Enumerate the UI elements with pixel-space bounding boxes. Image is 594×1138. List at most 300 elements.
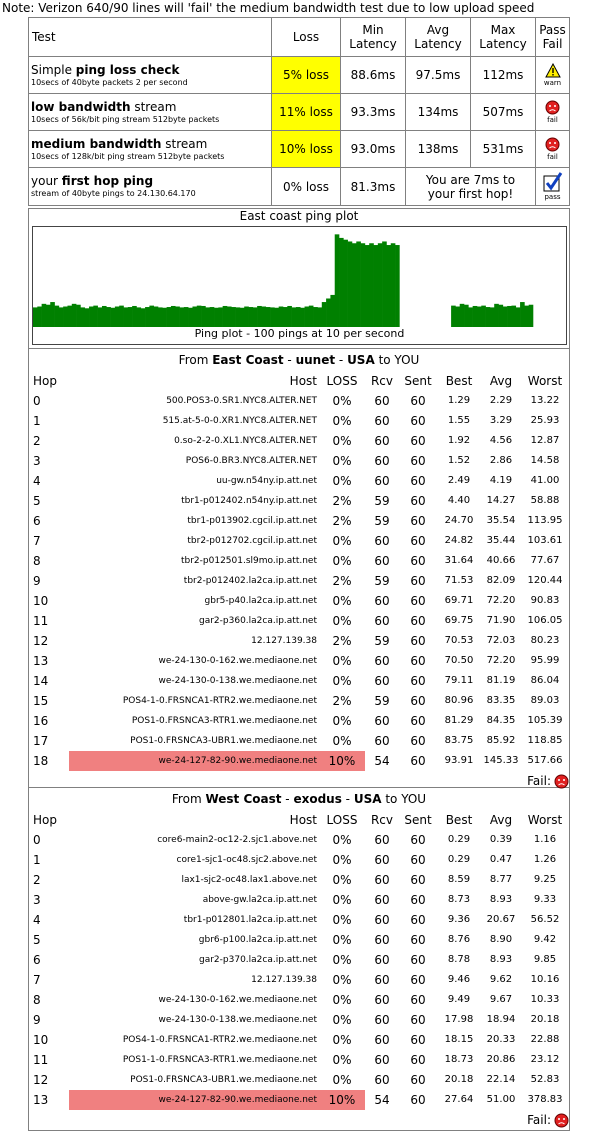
hop-sent: 60: [410, 574, 426, 588]
hop-host: tbr2-p012702.cgcil.ip.att.net: [187, 536, 317, 546]
ping-bar: [63, 307, 68, 327]
pass-fail-label: fail: [547, 153, 558, 161]
plot-title: East coast ping plot: [239, 209, 359, 223]
hop-best: 9.49: [447, 994, 471, 1005]
hop-host: POS6-0.BR3.NYC8.ALTER.NET: [185, 456, 317, 466]
ping-bar: [128, 307, 133, 327]
col-min-latency: Min Latency: [341, 18, 406, 57]
test-max: 112ms: [471, 57, 536, 94]
hop-best: 18.15: [444, 1034, 474, 1045]
ping-bar: [55, 306, 60, 327]
hop-loss: 0%: [332, 853, 352, 867]
hop-row: [29, 471, 569, 491]
hop-rcv: 60: [374, 534, 390, 548]
hop-rcv: 60: [374, 394, 390, 408]
hop-avg: 8.93: [489, 954, 513, 965]
hop-host: POS4-1-0.FRSNCA1-RTR2.we.mediaone.net: [122, 1035, 317, 1045]
title-net: exodus: [293, 792, 342, 806]
hop-loss: 0%: [332, 394, 352, 408]
title-sep2: -: [341, 792, 354, 806]
hop-rcv: 59: [374, 514, 390, 528]
ping-bar: [330, 295, 335, 327]
hop-hop: 6: [33, 514, 41, 528]
hop-hop: 10: [33, 594, 49, 608]
hop-worst: 9.33: [533, 894, 557, 905]
hop-row: [29, 671, 569, 691]
col-max-latency: Max Latency: [471, 18, 536, 57]
col-rcv: Rcv: [370, 374, 394, 388]
col-hop: Hop: [33, 374, 57, 388]
hop-best: 0.29: [447, 854, 471, 865]
hop-avg: 18.94: [486, 1014, 516, 1025]
ping-bar: [499, 305, 504, 327]
hop-sent: 60: [410, 1053, 426, 1067]
hop-hop: 13: [33, 1093, 49, 1107]
hop-row: [29, 531, 569, 551]
hop-sent: 60: [410, 494, 426, 508]
hops-header-row: [29, 371, 569, 391]
hop-rcv: 60: [374, 993, 390, 1007]
hop-avg: 84.35: [486, 715, 516, 726]
col-loss: LOSS: [326, 813, 358, 827]
hop-worst: 113.95: [527, 515, 563, 526]
hop-avg: 8.93: [489, 894, 513, 905]
ping-bar: [296, 307, 301, 327]
hop-row: [29, 870, 569, 890]
hop-worst: 22.88: [530, 1034, 560, 1045]
hop-host: tbr1-p012801.la2ca.ip.att.net: [183, 915, 317, 925]
hop-host: 500.POS3-0.SR1.NYC8.ALTER.NET: [166, 396, 317, 406]
hop-worst: 13.22: [530, 395, 560, 406]
hop-loss: 2%: [332, 494, 352, 508]
col-hop: Hop: [33, 813, 57, 827]
hop-hop: 0: [33, 833, 41, 847]
title-site: East Coast: [212, 353, 284, 367]
hop-rcv: 60: [374, 933, 390, 947]
ping-plot: [32, 226, 567, 345]
hop-hop: 3: [33, 893, 41, 907]
hop-hop: 2: [33, 434, 41, 448]
title-sep: -: [281, 792, 294, 806]
hop-row: [29, 990, 569, 1010]
hop-rcv: 60: [374, 654, 390, 668]
hop-host: gbr5-p40.la2ca.ip.att.net: [204, 596, 317, 606]
hop-sent: 60: [410, 873, 426, 887]
ping-bar: [197, 306, 202, 327]
hop-sent: 60: [410, 394, 426, 408]
ping-bar: [516, 307, 521, 327]
ping-bar: [132, 306, 137, 327]
ping-bar: [348, 241, 353, 327]
hop-row: [29, 731, 569, 751]
hop-avg: 81.19: [486, 675, 516, 686]
hop-worst: 56.52: [530, 914, 560, 925]
hop-loss: 0%: [332, 414, 352, 428]
ping-bar: [149, 306, 154, 327]
col-best: Best: [445, 813, 473, 827]
ping-bar: [490, 307, 495, 327]
ping-bar: [356, 241, 361, 327]
hop-rcv: 59: [374, 634, 390, 648]
hop-rcv: 60: [374, 893, 390, 907]
ping-bar: [292, 307, 297, 327]
ping-bar: [374, 245, 379, 327]
hop-sent: 60: [410, 614, 426, 628]
hop-sent: 60: [410, 853, 426, 867]
fail-label: Fail:: [527, 1113, 551, 1127]
ping-bar: [180, 307, 185, 327]
ping-bar: [240, 308, 245, 327]
ping-bar: [223, 306, 228, 327]
test-name-suffix: stream: [161, 136, 208, 151]
ping-bar: [102, 306, 107, 327]
hop-row: [29, 890, 569, 910]
hop-loss: 0%: [332, 614, 352, 628]
hop-avg: 4.56: [489, 435, 513, 446]
hop-best: 81.29: [444, 715, 474, 726]
col-sent: Sent: [404, 374, 432, 388]
ping-bar: [171, 306, 176, 327]
hop-rcv: 60: [374, 973, 390, 987]
ping-bar: [214, 308, 219, 327]
title-from: From: [171, 792, 206, 806]
col-worst: Worst: [527, 813, 563, 827]
col-worst: Worst: [527, 374, 563, 388]
ping-bar: [106, 307, 111, 327]
hop-avg: 72.20: [486, 595, 516, 606]
ping-bar: [46, 305, 51, 327]
hop-loss: 0%: [332, 953, 352, 967]
hop-host: tbr2-p012501.sl9mo.ip.att.net: [180, 556, 317, 566]
hop-worst: 25.93: [530, 415, 560, 426]
hop-rcv: 59: [374, 494, 390, 508]
hop-sent: 60: [410, 973, 426, 987]
hop-host: POS4-1-0.FRSNCA1-RTR2.we.mediaone.net: [122, 696, 317, 706]
hop-host: gar2-p370.la2ca.ip.att.net: [199, 955, 317, 965]
ping-bar: [141, 308, 146, 327]
test-desc: 10secs of 128k/bit ping stream 512byte packets: [31, 151, 225, 161]
hop-best: 27.64: [444, 1094, 474, 1105]
hop-hop: 9: [33, 1013, 41, 1027]
ping-bar: [249, 307, 254, 327]
hop-sent: 60: [410, 454, 426, 468]
hop-best: 8.73: [447, 894, 471, 905]
title-country: USA: [353, 792, 382, 806]
hop-sent: 60: [410, 654, 426, 668]
ping-bar: [287, 306, 292, 327]
ping-bar: [115, 307, 120, 327]
test-pass-fail: [536, 57, 570, 94]
hop-row: [29, 631, 569, 651]
ping-bar: [201, 306, 206, 327]
test-name-bold: ping loss check: [75, 62, 180, 77]
hop-loss: 0%: [332, 933, 352, 947]
hop-host: POS1-0.FRSNCA3-RTR1.we.mediaone.net: [131, 716, 317, 726]
ping-bar: [50, 302, 55, 327]
hop-best: 9.46: [447, 974, 471, 985]
hop-worst: 1.16: [533, 834, 557, 845]
hop-row: [29, 691, 569, 711]
test-row-medium-bandwidth: [29, 131, 570, 168]
ping-bar: [464, 305, 469, 327]
ping-bar: [365, 245, 370, 327]
fail-icon: [545, 137, 560, 152]
hop-avg: 14.27: [486, 495, 516, 506]
hop-worst: 23.12: [530, 1054, 560, 1065]
hop-worst: 41.00: [530, 475, 560, 486]
hop-rcv: 60: [374, 853, 390, 867]
hop-loss: 0%: [332, 714, 352, 728]
hop-hop: 7: [33, 973, 41, 987]
hop-hop: 6: [33, 953, 41, 967]
hop-best: 24.70: [444, 515, 474, 526]
hop-avg: 72.20: [486, 655, 516, 666]
hop-worst: 58.88: [530, 495, 560, 506]
east-coast-title: [29, 349, 569, 371]
hop-sent: 60: [410, 1073, 426, 1087]
hop-rcv: 60: [374, 554, 390, 568]
hop-avg: 71.90: [486, 615, 516, 626]
hop-sent: 60: [410, 594, 426, 608]
ping-bar: [361, 243, 366, 327]
title-from: From: [178, 353, 213, 367]
ping-bar: [270, 307, 275, 327]
test-avg: 134ms: [406, 94, 471, 131]
hop-host: lax1-sjc2-oc48.lax1.above.net: [181, 875, 317, 885]
hop-host: we-24-127-82-90.we.mediaone.net: [69, 751, 319, 771]
ping-bar: [266, 307, 271, 327]
hop-best: 79.11: [444, 675, 474, 686]
hop-sent: 60: [410, 414, 426, 428]
hop-loss: 0%: [332, 913, 352, 927]
hop-row: [29, 910, 569, 930]
hop-host: we-24-127-82-90.we.mediaone.net: [69, 1090, 319, 1110]
hop-best: 1.29: [447, 395, 471, 406]
hop-sent: 60: [410, 734, 426, 748]
hop-avg: 20.33: [486, 1034, 516, 1045]
ping-bar: [343, 240, 348, 327]
hop-loss: 0%: [332, 1013, 352, 1027]
hop-host: POS1-0.FRSNCA3-UBR1.we.mediaone.net: [130, 736, 317, 746]
hop-avg: 2.86: [489, 455, 513, 466]
test-min: 81.3ms: [341, 168, 406, 206]
hop-best: 18.73: [444, 1054, 474, 1065]
hop-worst: 12.87: [530, 435, 560, 446]
hop-hop: 5: [33, 494, 41, 508]
hop-sent: 60: [410, 754, 426, 768]
hop-row: [29, 830, 569, 850]
title-country: USA: [347, 353, 375, 367]
ping-bar: [59, 307, 64, 327]
ping-bar: [322, 302, 327, 327]
test-loss: 11% loss: [272, 94, 341, 131]
ping-bar: [317, 307, 322, 327]
ping-bar: [167, 307, 172, 327]
hop-avg: 35.44: [486, 535, 516, 546]
ping-bar: [503, 307, 508, 327]
hop-avg: 8.77: [489, 874, 513, 885]
hop-loss: 2%: [332, 514, 352, 528]
title-sep2: -: [335, 353, 348, 367]
hop-row: [29, 611, 569, 631]
hop-rcv: 60: [374, 674, 390, 688]
col-avg: Avg: [489, 813, 513, 827]
hop-hop: 15: [33, 694, 49, 708]
hop-avg: 83.35: [486, 695, 516, 706]
ping-bar: [261, 307, 266, 327]
ping-bar: [192, 307, 197, 327]
ping-bar: [494, 304, 499, 327]
hop-loss: 0%: [332, 973, 352, 987]
ping-bar: [111, 308, 116, 327]
hop-loss: 0%: [332, 554, 352, 568]
hop-worst: 120.44: [527, 575, 563, 586]
ping-bar: [76, 305, 81, 327]
hop-best: 4.40: [447, 495, 471, 506]
hop-worst: 20.18: [530, 1014, 560, 1025]
hop-avg: 4.19: [489, 475, 513, 486]
ping-bar: [218, 307, 223, 327]
hop-loss: 0%: [332, 454, 352, 468]
hop-host: POS1-1-0.FRSNCA3-RTR1.we.mediaone.net: [122, 1055, 317, 1065]
hop-sent: 60: [410, 1093, 426, 1107]
hop-rcv: 60: [374, 414, 390, 428]
col-test: Test: [29, 18, 272, 57]
hop-best: 17.98: [444, 1014, 474, 1025]
ping-bar: [391, 243, 396, 327]
hop-sent: 60: [410, 953, 426, 967]
col-host: Host: [289, 374, 317, 388]
test-name: [29, 168, 272, 206]
hop-worst: 10.33: [530, 994, 560, 1005]
ping-bar: [305, 307, 310, 327]
ping-bar: [313, 307, 318, 327]
hop-best: 83.75: [444, 735, 474, 746]
ping-bar: [244, 307, 249, 327]
hop-host: 12.127.139.38: [251, 975, 317, 985]
test-min: 93.0ms: [341, 131, 406, 168]
hop-loss: 0%: [332, 434, 352, 448]
ping-bar: [529, 305, 534, 327]
hop-avg: 2.29: [489, 395, 513, 406]
hop-best: 8.59: [447, 874, 471, 885]
hop-worst: 118.85: [527, 735, 563, 746]
hop-sent: 60: [410, 554, 426, 568]
hop-rcv: 60: [374, 454, 390, 468]
hop-worst: 106.05: [527, 615, 563, 626]
hop-row: [29, 571, 569, 591]
ping-bar: [279, 307, 284, 327]
hop-row: [29, 431, 569, 451]
ping-bar: [184, 307, 189, 327]
hop-hop: 1: [33, 414, 41, 428]
hop-avg: 20.86: [486, 1054, 516, 1065]
hop-avg: 85.92: [486, 735, 516, 746]
east-hops-table: [29, 371, 569, 791]
ping-bar: [80, 307, 85, 327]
bandwidth-note: Note: Verizon 640/90 lines will 'fail' the medium bandwidth test due to low upload speed: [2, 1, 535, 15]
hop-row: [29, 1070, 569, 1090]
hop-hop: 18: [33, 754, 49, 768]
hop-loss: 0%: [332, 1053, 352, 1067]
hop-sent: 60: [410, 694, 426, 708]
hop-best: 1.92: [447, 435, 471, 446]
hop-sent: 60: [410, 714, 426, 728]
ping-bar: [283, 307, 288, 327]
ping-bar: [451, 306, 456, 327]
hop-row: [29, 491, 569, 511]
fail-icon: [545, 100, 560, 115]
hop-best: 1.55: [447, 415, 471, 426]
ping-bar: [67, 306, 72, 327]
col-sent: Sent: [404, 813, 432, 827]
hop-sent: 60: [410, 534, 426, 548]
hop-host: tbr1-p013902.cgcil.ip.att.net: [187, 516, 317, 526]
hop-rcv: 60: [374, 953, 390, 967]
col-avg-latency: Avg Latency: [406, 18, 471, 57]
hop-hop: 0: [33, 394, 41, 408]
hop-host: uu-gw.n54ny.ip.att.net: [216, 476, 317, 486]
hop-hop: 17: [33, 734, 49, 748]
col-rcv: Rcv: [370, 813, 394, 827]
hop-best: 24.82: [444, 535, 474, 546]
ping-bar: [85, 308, 90, 327]
test-loss: 0% loss: [272, 168, 341, 206]
test-header-row: [29, 18, 570, 57]
hop-row: [29, 651, 569, 671]
test-avg: 138ms: [406, 131, 471, 168]
hop-hop: 2: [33, 873, 41, 887]
hop-rcv: 60: [374, 594, 390, 608]
hop-rcv: 60: [374, 1053, 390, 1067]
hop-best: 69.71: [444, 595, 474, 606]
hop-worst: 80.23: [530, 635, 560, 646]
hop-rcv: 60: [374, 1033, 390, 1047]
ping-bar: [162, 308, 167, 327]
ping-bar: [473, 306, 478, 327]
hop-hop: 16: [33, 714, 49, 728]
hop-row: [29, 411, 569, 431]
hop-rcv: 60: [374, 873, 390, 887]
ping-bar: [124, 307, 129, 327]
test-avg: 97.5ms: [406, 57, 471, 94]
hop-rcv: 60: [374, 714, 390, 728]
hop-avg: 51.00: [486, 1094, 516, 1105]
ping-bar: [520, 302, 525, 327]
test-loss: 5% loss: [272, 57, 341, 94]
hop-rcv: 60: [374, 833, 390, 847]
hop-rcv: 60: [374, 913, 390, 927]
hop-worst: 89.03: [530, 695, 560, 706]
hop-hop: 7: [33, 534, 41, 548]
ping-bar: [382, 241, 387, 327]
hop-host: gar2-p360.la2ca.ip.att.net: [199, 616, 317, 626]
test-max: 531ms: [471, 131, 536, 168]
hop-hop: 12: [33, 1073, 49, 1087]
hop-avg: 22.14: [486, 1074, 516, 1085]
hop-loss: 10%: [319, 751, 365, 771]
test-pass-fail: [536, 168, 570, 206]
hop-host: POS1-0.FRSNCA3-UBR1.we.mediaone.net: [130, 1075, 317, 1085]
hop-avg: 35.54: [486, 515, 516, 526]
col-host: Host: [289, 813, 317, 827]
east-coast-section: [28, 349, 570, 788]
hop-host: 515.at-5-0-0.XR1.NYC8.ALTER.NET: [162, 416, 317, 426]
hop-worst: 105.39: [527, 715, 563, 726]
hop-best: 2.49: [447, 475, 471, 486]
hop-loss: 0%: [332, 674, 352, 688]
hop-avg: 9.67: [489, 994, 513, 1005]
